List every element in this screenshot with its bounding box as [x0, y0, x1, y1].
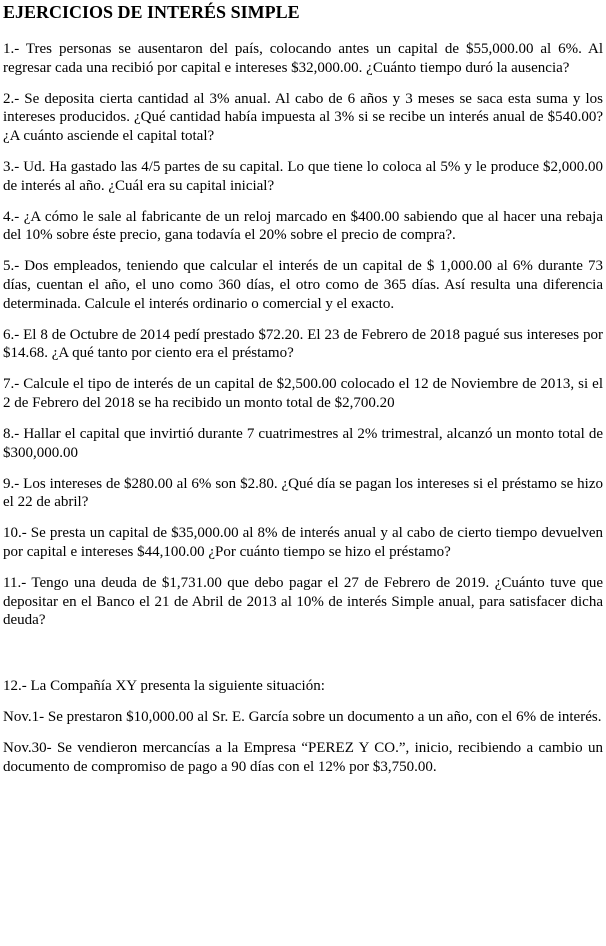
exercise-6: 6.- El 8 de Octubre de 2014 pedí prestado $72.20. El 23 de Febrero de 2018 pagué sus intereses por $14.68. ¿A qué tanto por ciento era el préstamo? [3, 326, 603, 362]
exercise-4: 4.- ¿A cómo le sale al fabricante de un reloj marcado en $400.00 sabiendo que al hacer una rebaja del 10% sobre éste precio, gana todavía el 20% sobre el precio de compra?. [3, 208, 603, 244]
exercise-1: 1.- Tres personas se ausentaron del país, colocando antes un capital de $55,000.00 al 6%. Al regresar cada una recibió por capital e intereses $32,000.00. ¿Cuánto tiempo duró la ausencia? [3, 41, 603, 76]
exercise-5: 5.- Dos empleados, teniendo que calcular el interés de un capital de $ 1,000.00 al 6% durante 73 días, cuentan el año, el uno como 360 días, el otro como de 365 días. Así resulta una diferencia determinada. Calcule el interés ordinario o comercial y el exacto. [3, 258, 603, 312]
exercise-3: 3.- Ud. Ha gastado las 4/5 partes de su capital. Lo que tiene lo coloca al 5% y le produce $2,000.00 de interés al año. ¿Cuál era su capital inicial? [3, 158, 603, 194]
exercise-12-entry-nov30: Nov.30- Se vendieron mercancías a la Empresa “PEREZ Y CO.”, inicio, recibiendo a cambio un documento de compromiso de pago a 90 días con el 12% por $3,750.00. [3, 740, 603, 775]
document-page [3, 2, 603, 789]
exercise-7: 7.- Calcule el tipo de interés de un capital de $2,500.00 colocado el 12 de Noviembre de 2013, si el 2 de Febrero del 2018 se ha recibido un monto total de $2,700.20 [3, 376, 603, 411]
document-title: EJERCICIOS DE INTERÉS SIMPLE [3, 2, 300, 22]
exercise-12-intro: 12.- La Compañía XY presenta la siguiente situación: [3, 677, 325, 694]
exercise-12-entry-nov1: Nov.1- Se prestaron $10,000.00 al Sr. E. García sobre un documento a un año, con el 6% de interés. [3, 708, 602, 725]
exercise-8: 8.- Hallar el capital que invirtió durante 7 cuatrimestres al 2% trimestral, alcanzó un monto total de $300,000.00 [3, 426, 603, 461]
exercise-2: 2.- Se deposita cierta cantidad al 3% anual. Al cabo de 6 años y 3 meses se saca esta suma y los intereses producidos. ¿Qué cantidad había impuesta al 3% si se recibe un interés anual de $540.00? ¿A cuánto asciende el capital total? [3, 90, 603, 144]
exercise-9: 9.- Los intereses de $280.00 al 6% son $2.80. ¿Qué día se pagan los intereses si el préstamo se hizo el 22 de abril? [3, 475, 603, 511]
exercise-11: 11.- Tengo una deuda de $1,731.00 que debo pagar el 27 de Febrero de 2019. ¿Cuánto tuve que depositar en el Banco el 21 de Abril de 2013 al 10% de interés Simple anual, para satisfacer dicha deuda? [3, 575, 603, 629]
exercise-10: 10.- Se presta un capital de $35,000.00 al 8% de interés anual y al cabo de cierto tiempo devuelven por capital e intereses $44,100.00 ¿Por cuánto tiempo se hizo el préstamo? [3, 525, 603, 560]
